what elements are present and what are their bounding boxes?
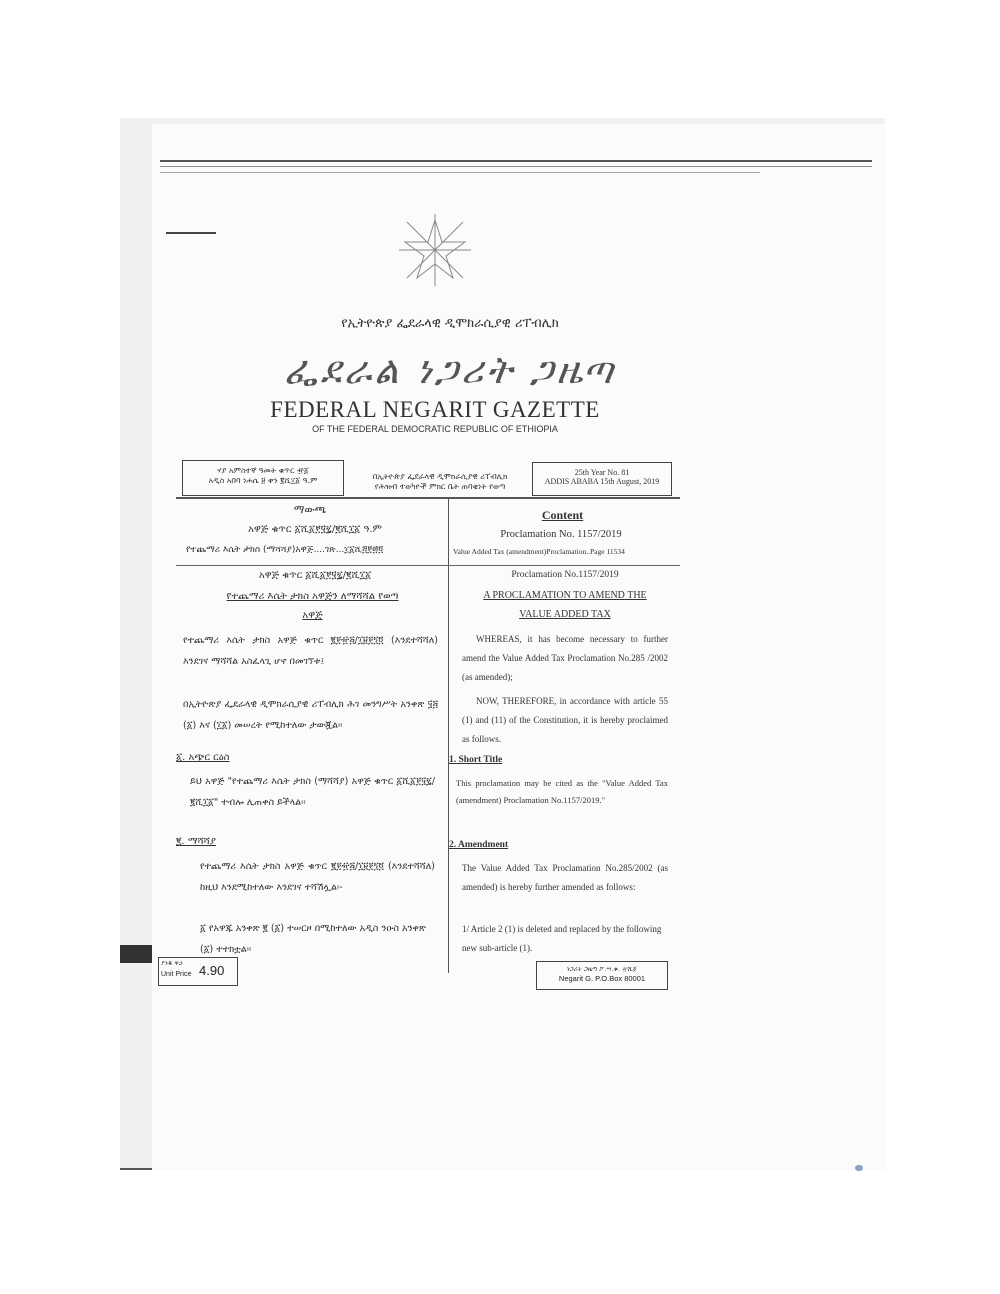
amharic-section1-heading: ፩. አጭር ርዕስ bbox=[176, 752, 230, 763]
issue-box-amharic bbox=[182, 460, 344, 496]
preamble-whereas: WHEREAS, it has become necessary to further amend the Value Added Tax Proclamation No.285 /2002 (as amended); bbox=[462, 634, 668, 682]
contents-line1: Proclamation No. 1157/2019 bbox=[500, 529, 622, 540]
issuer-line1: በኢትዮጵያ ፌደራላዊ ዲሞክራሲያዊ ሪፐብሊክ bbox=[372, 472, 508, 481]
issuer-amharic bbox=[350, 472, 530, 492]
preamble-now-therefore: NOW, THEREFORE, in accordance with article 55 (1) and (11) of the Constitution, it is hereby proclaimed as follows. bbox=[462, 696, 668, 744]
issue-amharic-line1: ሃያ አምስተኛ ዓመት ቁጥር ፹፩ bbox=[217, 466, 309, 475]
scan-edge-bottom bbox=[120, 1168, 152, 1170]
top-rule-3 bbox=[160, 172, 760, 173]
proclamation-title2: VALUE ADDED TAX bbox=[519, 609, 611, 620]
amharic-preamble-2: በኢትዮጵያ ፌደራላዊ ዲሞክራሲያዊ ሪፐብሊክ ሕገ መንግሥት አንቀጽ ፶፭ (፩) እና (፲፩) መሠረት የሚከተለው ታውጇል፡፡ bbox=[183, 699, 438, 731]
unit-price-value: 4.90 bbox=[199, 963, 225, 978]
contents-heading-amharic: ማውጫ bbox=[293, 503, 327, 516]
contents-amharic-line1: አዋጅ ቁጥር ፩ሺ፩፻፶፯/፪ሺ፲፩ ዓ.ም bbox=[248, 524, 382, 535]
amharic-section2-heading: ፪. ማሻሻያ bbox=[176, 836, 216, 847]
section1-body: This proclamation may be cited as the "Value Added Tax (amendment) Proclamation No.1157/2019." bbox=[456, 778, 668, 805]
proclamation-number: Proclamation No.1157/2019 bbox=[511, 570, 619, 580]
issue-english-line2: ADDIS ABABA 15th August, 2019 bbox=[544, 477, 660, 486]
section2-item: 1/ Article 2 (1) is deleted and replaced by the following new sub-article (1). bbox=[462, 924, 662, 953]
left-tick bbox=[166, 232, 216, 234]
amharic-proclamation-title2: አዋጅ bbox=[302, 610, 323, 621]
issue-english-line1: 25th Year No. 81 bbox=[574, 468, 630, 477]
contents-heading: Content bbox=[541, 508, 584, 522]
gazette-title: FEDERAL NEGARIT GAZETTE bbox=[270, 397, 600, 422]
unit-price-box bbox=[158, 957, 238, 986]
top-rule-2 bbox=[160, 166, 872, 167]
contents-line2: Value Added Tax (amendment)Proclamation..Page 11534 bbox=[453, 547, 625, 556]
amharic-preamble-1: የተጨማሪ እሴት ታክስ አዋጅ ቁጥር ፪፻፹፭/፲፱፻፺፬ (እንደተሻሻለ) እንደገና ማሻሻል አስፈላጊ ሆኖ በመገኘቱ፤ bbox=[183, 635, 438, 667]
contents-rule bbox=[176, 565, 680, 566]
amharic-proclamation-title: የተጨማሪ እሴት ታክስ አዋጅን ለማሻሻል የወጣ bbox=[226, 591, 399, 602]
amharic-republic-name: የኢትዮጵያ ፌደራላዊ ዲሞክራሲያዊ ሪፐብሊክ bbox=[341, 316, 559, 331]
pobox-amharic: ነጋሪት ጋዜጣ ፖ.ሣ.ቁ. ፹ሺ፩ bbox=[567, 965, 637, 973]
issue-box-english bbox=[532, 462, 672, 496]
pobox-box bbox=[536, 961, 668, 990]
contents-amharic-line2: የተጨማሪ እሴት ታክስ (ማሻሻያ)አዋጅ....ገጽ...፲፩ሺ፭፻፴፬ bbox=[186, 545, 384, 555]
amharic-section1-body: ይህ አዋጅ "የተጨማሪ እሴት ታክስ (ማሻሻያ) አዋጅ ቁጥር ፩ሺ፩፻፶፯/፪ሺ፲፩" ተብሎ ሊጠቀስ ይችላል፡፡ bbox=[190, 776, 435, 808]
amharic-section2-item: ፩ የአዋጁ አንቀጽ ፪ (፩) ተሠርዞ በሚከተለው አዲስ ንዑስ አንቀጽ (፩) ተተክቷል፡፡ bbox=[200, 923, 426, 955]
top-rule bbox=[160, 160, 872, 162]
amharic-gazette-title: ፌደራል ነጋሪት ጋዜጣ bbox=[284, 348, 616, 392]
proclamation-title: A PROCLAMATION TO AMEND THE bbox=[483, 590, 647, 601]
issue-amharic-line2: አዲስ አበባ ነሐሴ ፱ ቀን ፪ሺ፲፩ ዓ.ም bbox=[208, 476, 318, 485]
column-divider bbox=[448, 498, 449, 973]
meta-rule bbox=[176, 497, 680, 499]
section2-heading: 2. Amendment bbox=[449, 840, 509, 850]
pobox-english: Negarit G. P.O.Box 80001 bbox=[558, 974, 646, 983]
amharic-section2-body: የተጨማሪ እሴት ታክስ አዋጅ ቁጥር ፪፻፹፭/፲፱፻፺፬ (እንደተሻሻለ) ከዚህ እንደሚከተለው እንደገና ተሻሽሏል፡- bbox=[200, 861, 435, 893]
section2-body: The Value Added Tax Proclamation No.285/2002 (as amended) is hereby further amended as follows: bbox=[462, 863, 668, 892]
unit-price-label: Unit Price bbox=[161, 971, 192, 978]
amharic-proclamation-number: አዋጅ ቁጥር ፩ሺ፩፻፶፯/፪ሺ፲፩ bbox=[258, 570, 372, 581]
unit-price-amharic: ያንዱ ዋጋ bbox=[161, 960, 183, 967]
scan-shadow-left bbox=[120, 945, 152, 963]
scan-edge-right bbox=[855, 1165, 863, 1171]
section1-heading: 1. Short Title bbox=[449, 755, 503, 765]
gazette-subtitle: OF THE FEDERAL DEMOCRATIC REPUBLIC OF ETHIOPIA bbox=[312, 424, 558, 434]
issuer-line2: የሕዝብ ተወካዮች ምክር ቤት ጠባቂነት የወጣ bbox=[374, 482, 506, 491]
star-emblem-icon bbox=[395, 212, 475, 290]
